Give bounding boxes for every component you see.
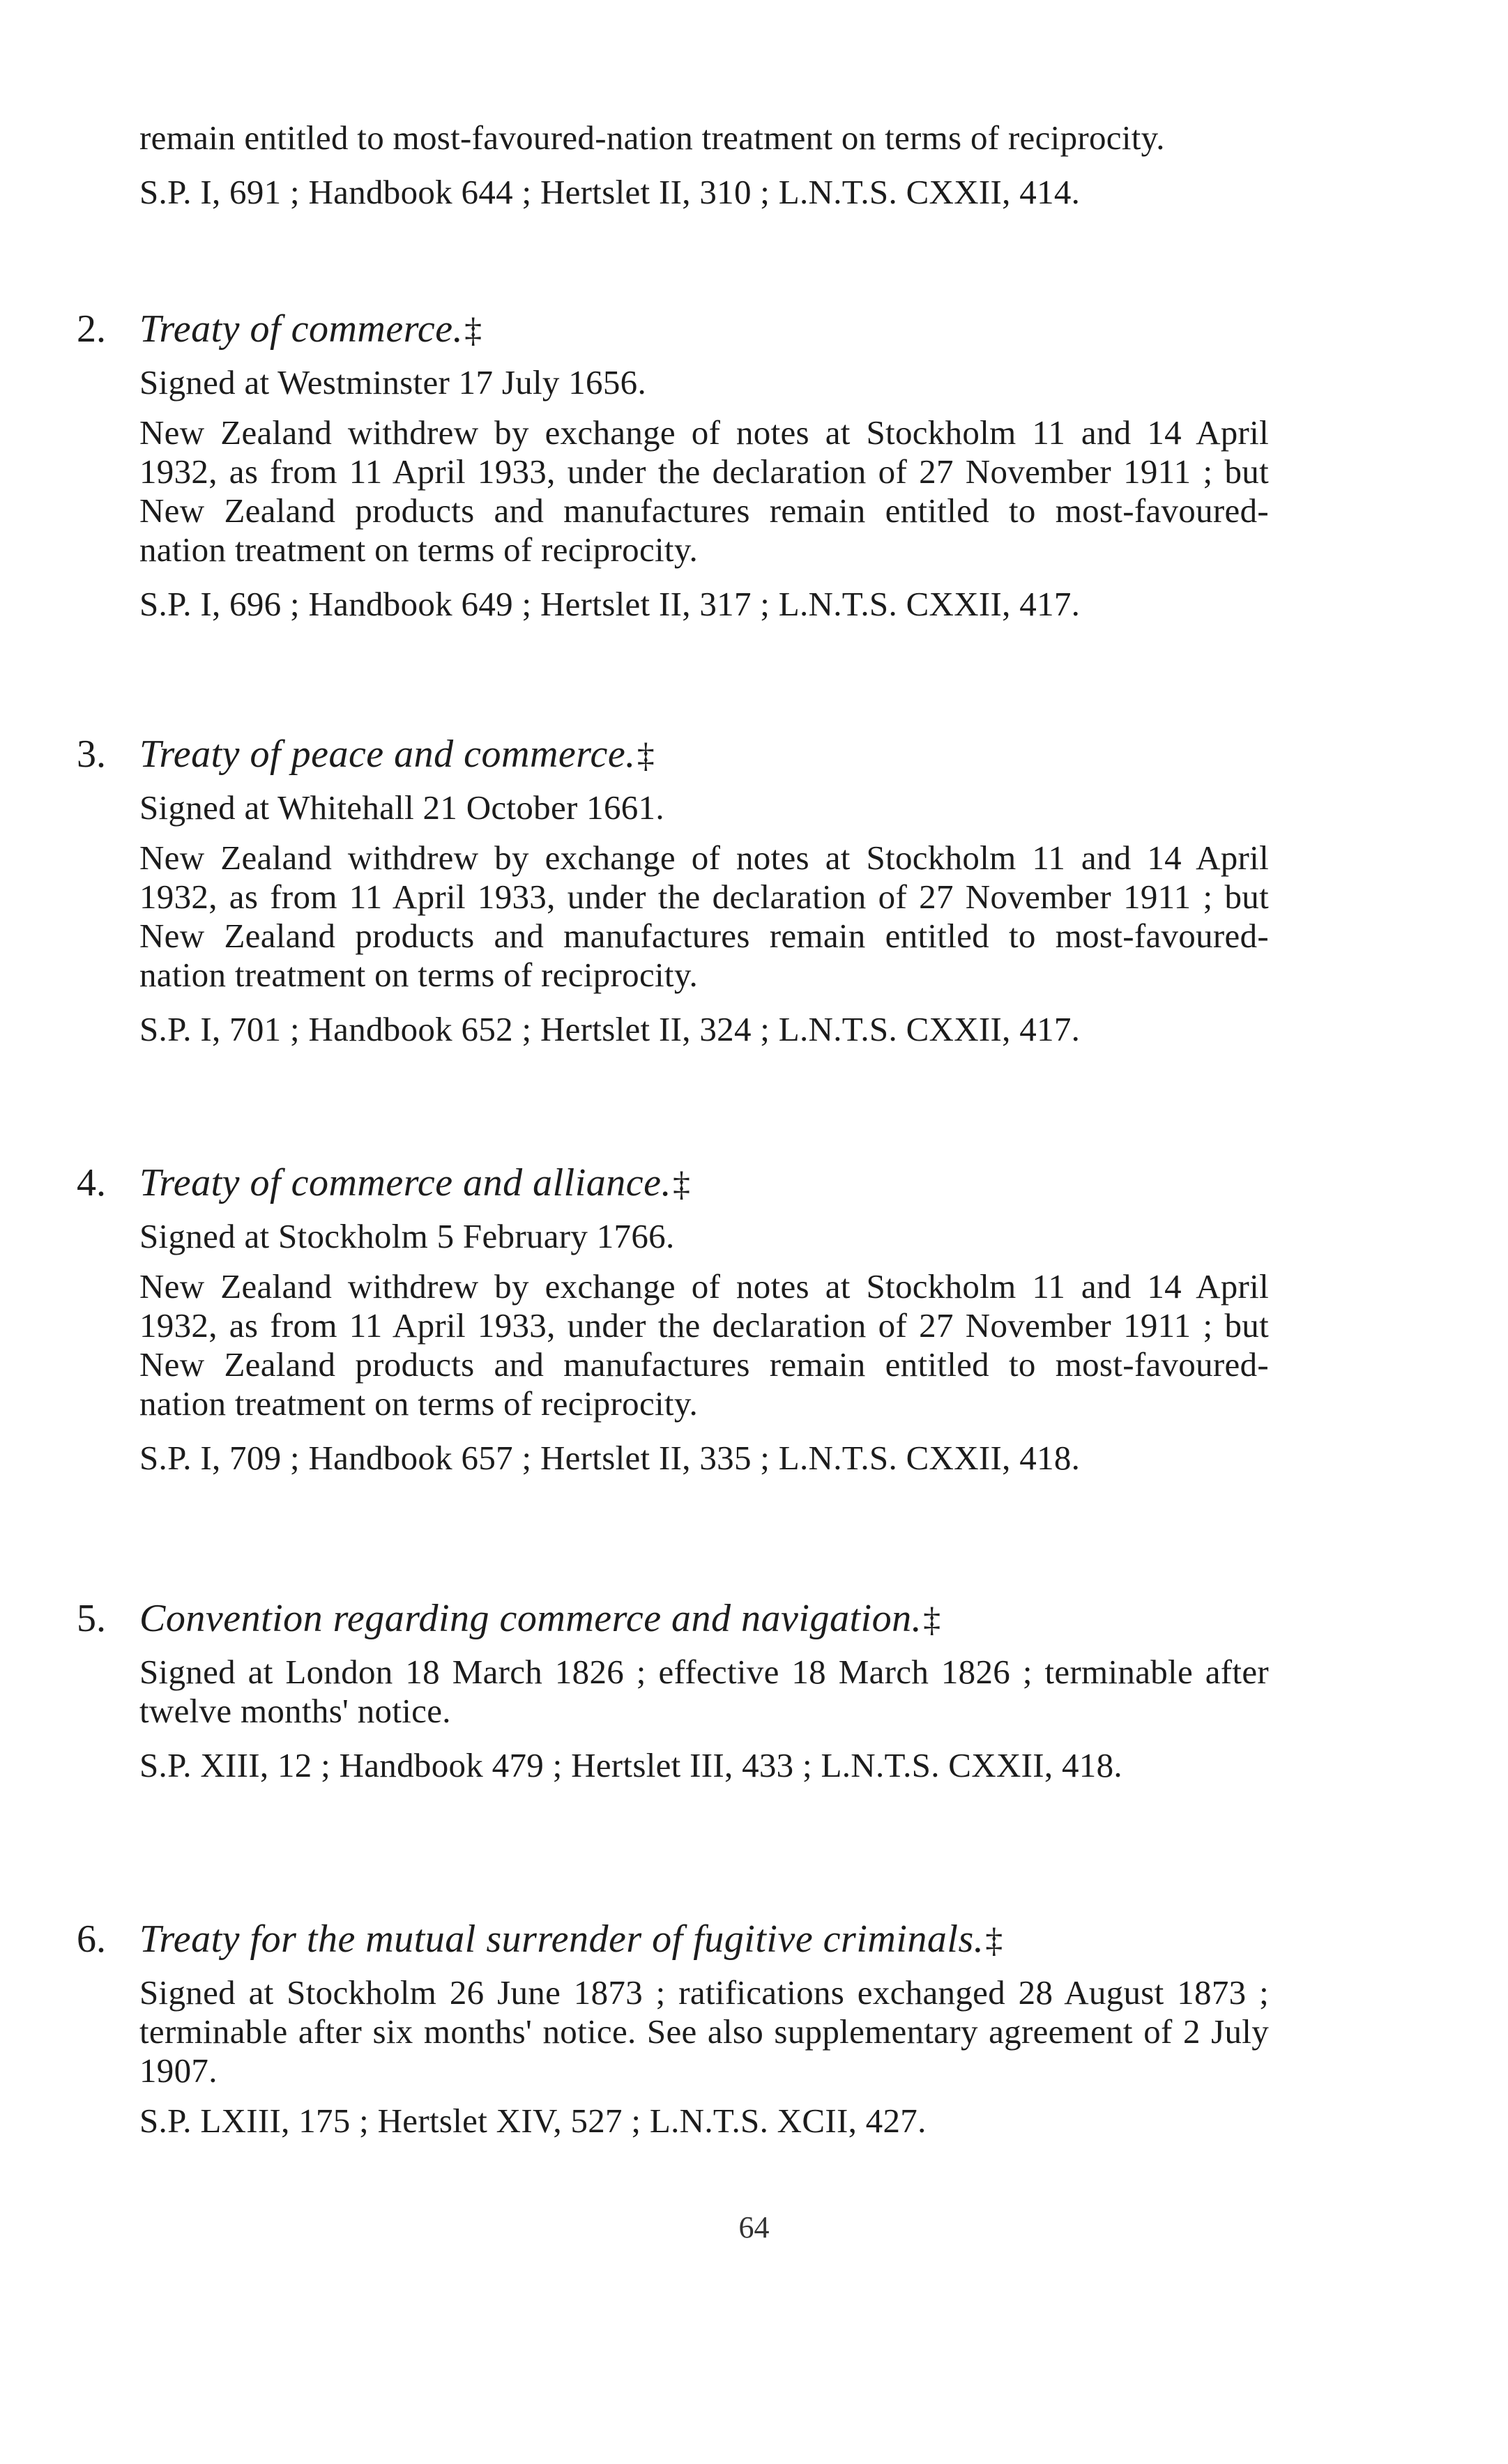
entry-1-note-tail: remain entitled to most-favoured-nation treatment on terms of reciprocity. (139, 118, 1165, 157)
entry-references: S.P. LXIII, 175 ; Hertslet XIV, 527 ; L.N.T.S. XCII, 427. (139, 2102, 927, 2140)
entry-number: 2. (77, 307, 106, 351)
double-dagger-mark: ‡ (923, 1600, 941, 1639)
treaty-entry (77, 732, 1269, 1049)
entry-references: S.P. XIII, 12 ; Handbook 479 ; Hertslet III, 433 ; L.N.T.S. CXXII, 418. (139, 1746, 1122, 1784)
entry-number: 6. (77, 1918, 106, 1961)
double-dagger-mark: ‡ (637, 735, 655, 774)
entry-number: 3. (77, 733, 106, 776)
entry-references: S.P. I, 701 ; Handbook 652 ; Hertslet II, 324 ; L.N.T.S. CXXII, 417. (139, 1010, 1081, 1048)
treaty-heading (77, 732, 1269, 777)
page-number: 64 (738, 2210, 770, 2244)
treaty-heading (77, 1161, 1269, 1206)
withdrawal-note: New Zealand withdrew by exchange of notes at Stockholm 11 and 14 April 1932, as from 11 April 1933, under the declaration of 27 November 1911 ; but New Zealand products and manufactures remain entitled to most-favoured-nation treatment on terms of reciprocity. (139, 413, 1269, 569)
treaty-entry (77, 307, 1269, 624)
signed-line: Signed at Stockholm 26 June 1873 ; ratifications exchanged 28 August 1873 ; terminable after six months' notice. See also supplementary agreement of 2 July 1907. (139, 1973, 1269, 2090)
signed-line: Signed at Westminster 17 July 1656. (139, 363, 647, 401)
entry-references: S.P. I, 709 ; Handbook 657 ; Hertslet II, 335 ; L.N.T.S. CXXII, 418. (139, 1439, 1081, 1477)
signed-line: Signed at London 18 March 1826 ; effective 18 March 1826 ; terminable after twelve months' notice. (139, 1653, 1269, 1730)
treaty-entry (77, 1917, 1269, 2141)
treaty-heading (77, 1596, 1269, 1642)
treaty-title: Treaty for the mutual surrender of fugitive criminals. (139, 1918, 984, 1961)
entry-references: S.P. I, 696 ; Handbook 649 ; Hertslet II, 317 ; L.N.T.S. CXXII, 417. (139, 585, 1081, 623)
entry-1-references: S.P. I, 691 ; Handbook 644 ; Hertslet II, 310 ; L.N.T.S. CXXII, 414. (139, 173, 1081, 211)
signed-line: Signed at Whitehall 21 October 1661. (139, 788, 664, 827)
withdrawal-note: New Zealand withdrew by exchange of notes at Stockholm 11 and 14 April 1932, as from 11 April 1933, under the declaration of 27 November 1911 ; but New Zealand products and manufactures remain entitled to most-favoured-nation treatment on terms of reciprocity. (139, 1267, 1269, 1423)
treaty-heading (77, 1917, 1269, 1962)
double-dagger-mark: ‡ (985, 1920, 1003, 1959)
treaty-title: Treaty of peace and commerce. (139, 733, 636, 776)
treaty-heading (77, 307, 1269, 352)
entry-1-continuation (139, 118, 1269, 212)
treaty-title: Treaty of commerce. (139, 307, 464, 351)
entry-number: 4. (77, 1161, 106, 1204)
entry-number: 5. (77, 1597, 106, 1640)
withdrawal-note: New Zealand withdrew by exchange of notes at Stockholm 11 and 14 April 1932, as from 11 April 1933, under the declaration of 27 November 1911 ; but New Zealand products and manufactures remain entitled to most-favoured-nation treatment on terms of reciprocity. (139, 839, 1269, 994)
treaty-entry (77, 1596, 1269, 1785)
double-dagger-mark: ‡ (464, 310, 482, 349)
treaty-title: Convention regarding commerce and navigation. (139, 1597, 922, 1640)
double-dagger-mark: ‡ (673, 1164, 691, 1203)
treaty-title: Treaty of commerce and alliance. (139, 1161, 672, 1204)
signed-line: Signed at Stockholm 5 February 1766. (139, 1217, 675, 1255)
treaty-entry (77, 1161, 1269, 1478)
